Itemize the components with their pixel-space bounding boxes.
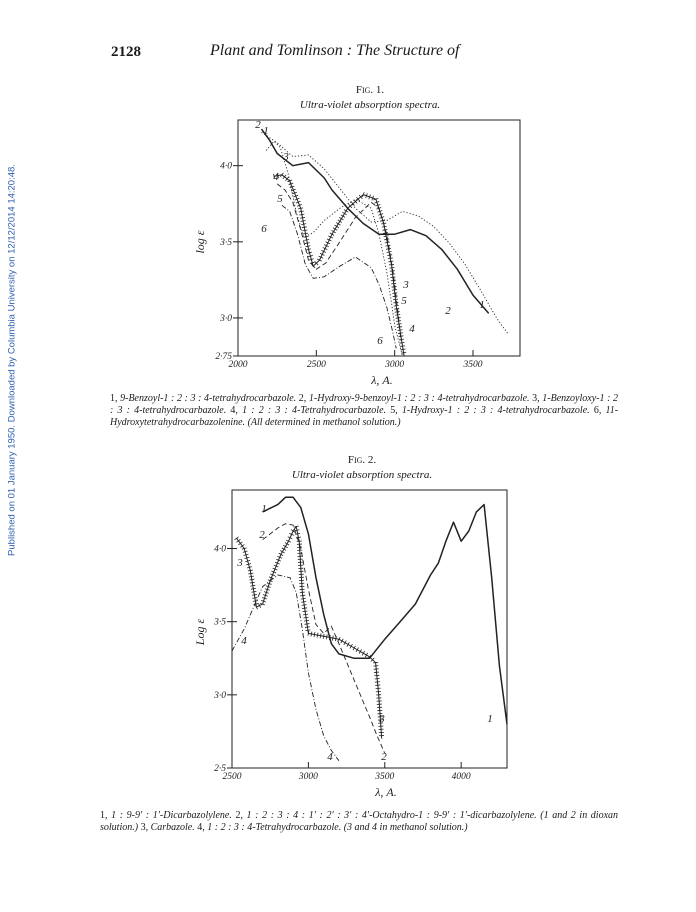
y-tick-label: 3·5: [220, 237, 232, 248]
series-3-hatch: [303, 614, 308, 615]
fig1-caption-text: 1-Benzoyloxy-1 : 2 : 3 : 4-tetrahydrocarbazole.: [110, 393, 619, 416]
fig1-caption-text: 1-Hydroxy-9-benzoyl-1 : 2 : 3 : 4-tetrahydrocarbazole.: [308, 393, 530, 404]
fig1-subtitle: Ultra-violet absorption spectra.: [299, 99, 441, 111]
x-axis-label: λ, A.: [371, 373, 393, 387]
fig2-caption-num: 1,: [100, 810, 108, 821]
y-tick-label: 4·0: [214, 544, 226, 555]
fig1-title: Fig. 1.: [355, 84, 385, 96]
curve-label-4: 4: [409, 323, 415, 335]
series-4-hatch: [395, 315, 400, 316]
series-6-line: [282, 205, 396, 348]
series-4-hatch: [392, 290, 397, 291]
curve-label-3: 3: [283, 151, 289, 163]
series-4-hatch: [302, 227, 307, 228]
x-tick-label: 3500: [463, 360, 483, 370]
series-3-hatch: [317, 633, 318, 638]
series-3-hatch: [320, 633, 321, 638]
series-3-hatch: [304, 620, 309, 621]
series-4-hatch: [301, 224, 306, 225]
series-5-line: [277, 184, 401, 341]
curve-label-1: 1: [263, 125, 269, 137]
fig1-caption-text: 11-Hydroxytetrahydrocarbazolenine.: [110, 405, 619, 428]
series-4-hatch: [390, 274, 395, 275]
series-4-hatch: [398, 336, 403, 337]
series-3-hatch: [250, 582, 255, 583]
fig2-caption: [100, 810, 618, 834]
series-3-hatch: [302, 608, 307, 609]
series-4-hatch: [394, 308, 399, 309]
series-4-hatch: [382, 229, 387, 230]
series-4-hatch: [300, 217, 305, 218]
y-tick-label: 3·0: [220, 313, 232, 324]
series-3-hatch: [251, 588, 256, 589]
series-4-hatch: [393, 302, 398, 303]
series-4-hatch: [393, 296, 398, 297]
curve-label-1: 1: [479, 299, 485, 311]
x-tick-label: 3500: [375, 772, 395, 782]
fig2-chart: [190, 482, 530, 802]
fig2-caption-num: 2,: [235, 810, 243, 821]
page-number: 2128: [111, 44, 141, 60]
y-tick-label: 2·5: [214, 764, 226, 774]
series-3-hatch: [323, 634, 324, 639]
curve-label-5: 5: [401, 295, 407, 307]
series-4-hatch: [392, 286, 397, 287]
series-4-hatch: [299, 211, 304, 212]
curve-label-5: 5: [277, 193, 283, 205]
series-3-hatch: [253, 601, 258, 602]
series-4-line: [274, 175, 404, 356]
curve-label-1: 1: [487, 713, 493, 725]
series-3-hatch: [301, 602, 306, 603]
x-tick-label: 3000: [385, 360, 405, 370]
series-3-line: [237, 527, 382, 739]
series-3-line: [266, 141, 402, 356]
fig1-caption-num: 2,: [298, 393, 307, 404]
fig1-caption-text: 9-Benzoyl-1 : 2 : 3 : 4-tetrahydrocarbazole.: [120, 393, 297, 404]
fig2-caption-text: 1 : 9-9′ : 1′-Dicarbazolylene.: [111, 810, 232, 821]
series-4-hatch: [302, 230, 307, 231]
fig1-caption-num: 6,: [593, 405, 602, 416]
x-tick-label: 2000: [228, 360, 248, 370]
x-axis-label: λ, A.: [375, 785, 397, 799]
series-3-hatch: [294, 526, 299, 527]
series-4-hatch: [398, 330, 403, 331]
y-tick-label: 4·0: [220, 161, 232, 172]
curve-label-6: 6: [377, 335, 383, 347]
fig1-caption-num: 3,: [532, 393, 540, 404]
fig1-caption: [110, 393, 618, 429]
series-4-hatch: [385, 245, 390, 246]
fig1-caption-num: 4,: [230, 405, 238, 416]
series-4-hatch: [301, 220, 306, 221]
y-axis-label: Log ε: [193, 618, 207, 646]
curve-label-4: 4: [241, 635, 247, 647]
download-watermark: Published on 01 January 1950. Downloaded by Columbia University on 12/12/2014 14:20:48.: [6, 164, 18, 556]
series-4-hatch: [298, 208, 303, 209]
curve-label-2: 2: [445, 305, 451, 317]
series-3-hatch: [305, 624, 310, 625]
series-4-hatch: [390, 271, 395, 272]
fig1-caption-text: 1 : 2 : 3 : 4-Tetrahydrocarbazole.: [242, 405, 387, 416]
series-4-line: [232, 575, 339, 761]
series-4-hatch: [394, 305, 399, 306]
series-3-hatch: [304, 617, 309, 618]
series-3-hatch: [249, 579, 254, 580]
curve-label-2: 2: [381, 751, 387, 763]
series-3-hatch: [252, 597, 257, 598]
series-3-hatch: [251, 591, 256, 592]
fig1-chart: [190, 112, 530, 390]
fig2-caption-note: (3 and 4 in methanol solution.): [343, 822, 468, 833]
fig2-caption-text: Carbazole.: [150, 822, 195, 833]
series-3-hatch: [302, 605, 307, 606]
series-3-hatch: [303, 611, 308, 612]
series-4-hatch: [401, 352, 406, 353]
series-4-hatch: [391, 283, 396, 284]
y-axis-label: log ε: [193, 230, 207, 254]
series-4-hatch: [400, 342, 405, 343]
x-tick-label: 2500: [222, 772, 242, 782]
series-4-hatch: [399, 339, 404, 340]
series-3-hatch: [305, 630, 310, 631]
fig2-caption-text: 1 : 2 : 3 : 4-Tetrahydrocarbazole.: [207, 822, 342, 833]
x-tick-label: 2500: [306, 360, 326, 370]
curve-label-1: 1: [261, 503, 267, 515]
y-tick-label: 2·75: [215, 352, 232, 362]
series-3-hatch: [250, 585, 255, 586]
series-3-hatch: [253, 604, 258, 605]
series-4-hatch: [384, 239, 389, 240]
series-4-hatch: [386, 248, 391, 249]
series-4-hatch: [299, 214, 304, 215]
series-3-hatch: [301, 598, 306, 599]
series-4-hatch: [393, 299, 398, 300]
curve-label-2: 2: [255, 119, 261, 131]
series-4-hatch: [392, 293, 397, 294]
y-tick-label: 3·0: [214, 690, 226, 701]
fig1-caption-text: 1-Hydroxy-1 : 2 : 3 : 4-tetrahydrocarbazole.: [401, 405, 590, 416]
fig2-caption-note: (1 and 2 in dioxan solution.): [100, 810, 619, 833]
series-4-hatch: [387, 252, 392, 253]
curve-label-4: 4: [273, 171, 279, 183]
series-3-hatch: [332, 636, 333, 641]
curve-label-4: 4: [327, 751, 333, 763]
series-4-hatch: [387, 255, 392, 256]
fig1-caption-num: 5,: [390, 405, 398, 416]
fig1-caption-num: 1,: [110, 393, 118, 404]
series-1-line: [262, 132, 508, 333]
running-head: Plant and Tomlinson : The Structure of: [210, 42, 460, 59]
series-3-hatch: [294, 530, 299, 531]
series-4-hatch: [305, 243, 310, 244]
series-3-hatch: [249, 576, 254, 577]
curve-label-3: 3: [379, 713, 385, 725]
series-4-hatch: [304, 236, 309, 237]
series-4-hatch: [383, 233, 388, 234]
series-4-hatch: [400, 346, 405, 347]
series-4-hatch: [389, 268, 394, 269]
fig1-caption-note: (All determined in methanol solution.): [247, 417, 401, 428]
fig2-caption-num: 4,: [197, 822, 205, 833]
series-3-hatch: [300, 595, 305, 596]
curve-label-3: 3: [403, 279, 409, 291]
curve-label-6: 6: [261, 223, 267, 235]
series-3-hatch: [326, 634, 327, 639]
series-3-hatch: [314, 632, 315, 637]
curve-label-3: 3: [237, 557, 243, 569]
series-4-hatch: [384, 236, 389, 237]
fig2-caption-num: 3,: [140, 822, 149, 833]
fig2-title: Fig. 2.: [347, 454, 377, 466]
series-4-hatch: [391, 280, 396, 281]
series-3-hatch: [248, 570, 253, 571]
x-tick-label: 4000: [451, 772, 471, 782]
y-tick-label: 3·5: [214, 617, 226, 628]
series-3-hatch: [300, 592, 305, 593]
series-4-hatch: [303, 233, 308, 234]
x-tick-label: 3000: [298, 772, 318, 782]
series-3-hatch: [305, 627, 310, 628]
series-4-hatch: [390, 277, 395, 278]
series-4-hatch: [397, 324, 402, 325]
series-3-hatch: [252, 594, 257, 595]
series-3-hatch: [248, 573, 253, 574]
series-4-hatch: [401, 349, 406, 350]
series-4-hatch: [395, 311, 400, 312]
series-3-hatch: [311, 632, 312, 637]
fig2-subtitle: Ultra-violet absorption spectra.: [291, 469, 433, 481]
series-4-hatch: [385, 242, 390, 243]
plot-frame: [232, 490, 507, 768]
series-4-hatch: [305, 246, 310, 247]
series-4-hatch: [304, 239, 309, 240]
curve-label-2: 2: [259, 529, 265, 541]
fig2-caption-text: 1 : 2 : 3 : 4 : 1′ : 2′ : 3′ : 4′-Octahydro-1 : 9-9′ : 1′-dicarbazolylene.: [246, 810, 537, 821]
